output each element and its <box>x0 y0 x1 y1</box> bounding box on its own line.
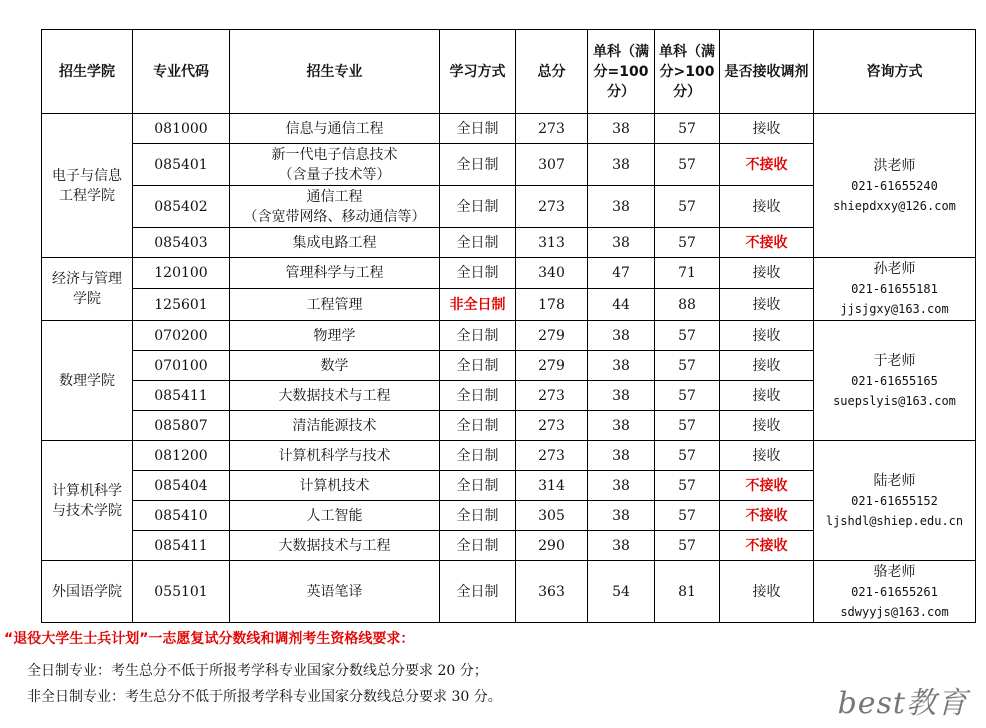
adjust-status-cell: 不接收 <box>720 471 814 501</box>
total-score-cell: 178 <box>516 289 588 321</box>
study-mode-cell: 全日制 <box>440 381 516 411</box>
adjust-status-cell: 接收 <box>720 258 814 289</box>
major-subtitle: （含量子技术等） <box>278 166 391 183</box>
single-100-cell: 38 <box>588 186 655 228</box>
total-score-cell: 340 <box>516 258 588 289</box>
header-major: 招生专业 <box>230 30 440 114</box>
major-name-cell <box>230 561 440 623</box>
header-contact: 咨询方式 <box>814 30 976 114</box>
major-name: 通信工程 <box>306 188 363 205</box>
total-score-cell: 273 <box>516 381 588 411</box>
single-gt100-cell: 57 <box>655 501 720 531</box>
major-name-cell <box>230 186 440 228</box>
study-mode-cell: 全日制 <box>440 351 516 381</box>
major-name: 计算机科学与技术 <box>278 447 391 464</box>
table-row <box>42 321 976 351</box>
single-100-cell: 38 <box>588 411 655 441</box>
single-gt100-cell: 57 <box>655 186 720 228</box>
major-name-cell <box>230 144 440 186</box>
total-score-cell: 273 <box>516 411 588 441</box>
single-gt100-cell: 81 <box>655 561 720 623</box>
single-100-cell: 54 <box>588 561 655 623</box>
major-code-cell: 085410 <box>133 501 230 531</box>
contact-teacher: 洪老师 <box>873 157 916 174</box>
table-body <box>42 114 976 623</box>
contact-cell <box>814 561 976 623</box>
contact-email: ljshdl@shiep.edu.cn <box>825 513 964 528</box>
total-score-cell: 279 <box>516 321 588 351</box>
adjust-status-cell: 接收 <box>720 289 814 321</box>
study-mode-cell: 全日制 <box>440 501 516 531</box>
adjust-status-cell: 不接收 <box>720 531 814 561</box>
major-code-cell: 081000 <box>133 114 230 144</box>
total-score-cell: 307 <box>516 144 588 186</box>
single-100-cell: 38 <box>588 114 655 144</box>
major-code-cell: 120100 <box>133 258 230 289</box>
table-row <box>42 441 976 471</box>
single-100-cell: 38 <box>588 381 655 411</box>
adjust-status-cell: 不接收 <box>720 144 814 186</box>
contact-cell <box>814 321 976 441</box>
single-gt100-cell: 57 <box>655 228 720 258</box>
major-name-cell <box>230 258 440 289</box>
adjust-status-cell: 接收 <box>720 411 814 441</box>
study-mode-cell: 全日制 <box>440 471 516 501</box>
contact-phone: 021-61655261 <box>851 584 938 599</box>
major-name: 数学 <box>320 357 349 374</box>
major-code-cell: 085402 <box>133 186 230 228</box>
header-single-100: 单科（满分=100分） <box>588 30 655 114</box>
total-score-cell: 363 <box>516 561 588 623</box>
table-row <box>42 114 976 144</box>
study-mode-cell: 全日制 <box>440 531 516 561</box>
major-name: 管理科学与工程 <box>285 265 384 281</box>
study-mode-cell: 全日制 <box>440 258 516 289</box>
header-mode: 学习方式 <box>440 30 516 114</box>
college-name-cell: 计算机科学与技术学院 <box>42 441 133 561</box>
single-gt100-cell: 57 <box>655 471 720 501</box>
single-gt100-cell: 57 <box>655 441 720 471</box>
single-100-cell: 47 <box>588 258 655 289</box>
study-mode-cell: 全日制 <box>440 441 516 471</box>
major-name: 大数据技术与工程 <box>278 537 391 554</box>
header-adjust: 是否接收调剂 <box>720 30 814 114</box>
adjust-status-cell: 接收 <box>720 351 814 381</box>
major-code-cell: 070100 <box>133 351 230 381</box>
adjust-status-cell: 不接收 <box>720 501 814 531</box>
total-score-cell: 314 <box>516 471 588 501</box>
major-name: 人工智能 <box>306 507 363 524</box>
contact-teacher: 骆老师 <box>873 563 916 580</box>
adjust-status-cell: 接收 <box>720 321 814 351</box>
study-mode-cell: 全日制 <box>440 561 516 623</box>
major-subtitle: （含宽带网络、移动通信等） <box>243 208 426 225</box>
major-name: 计算机技术 <box>299 477 370 494</box>
major-name-cell <box>230 531 440 561</box>
study-mode-cell: 全日制 <box>440 411 516 441</box>
major-name-cell <box>230 381 440 411</box>
admission-score-table <box>41 29 976 623</box>
contact-teacher: 陆老师 <box>873 472 916 489</box>
single-100-cell: 38 <box>588 321 655 351</box>
footnote-title: “退役大学生士兵计划”一志愿复试分数线和调剂考生资格线要求： <box>4 631 415 647</box>
contact-cell <box>814 114 976 258</box>
major-name-cell <box>230 501 440 531</box>
adjust-status-cell: 接收 <box>720 186 814 228</box>
college-name-cell: 电子与信息工程学院 <box>42 114 133 258</box>
total-score-cell: 273 <box>516 114 588 144</box>
single-gt100-cell: 57 <box>655 114 720 144</box>
study-mode-cell: 全日制 <box>440 114 516 144</box>
major-name: 大数据技术与工程 <box>278 387 391 404</box>
contact-phone: 021-61655240 <box>851 178 938 193</box>
contact-email: sdwyyjs@163.com <box>840 604 949 619</box>
major-code-cell: 125601 <box>133 289 230 321</box>
total-score-cell: 305 <box>516 501 588 531</box>
college-name-cell: 经济与管理学院 <box>42 258 133 321</box>
total-score-cell: 313 <box>516 228 588 258</box>
footnote-parttime: 非全日制专业：考生总分不低于所报考学科专业国家分数线总分要求 30 分。 <box>27 689 502 705</box>
college-name-cell: 数理学院 <box>42 321 133 441</box>
contact-email: shiepdxxy@126.com <box>833 198 956 213</box>
contact-cell <box>814 258 976 321</box>
single-gt100-cell: 57 <box>655 381 720 411</box>
single-100-cell: 44 <box>588 289 655 321</box>
single-100-cell: 38 <box>588 501 655 531</box>
major-name-cell <box>230 411 440 441</box>
adjust-status-cell: 接收 <box>720 381 814 411</box>
contact-phone: 021-61655152 <box>851 493 938 508</box>
contact-cell <box>814 441 976 561</box>
major-name: 新一代电子信息技术 <box>271 146 398 163</box>
contact-email: suepslyis@163.com <box>833 393 956 408</box>
major-code-cell: 085807 <box>133 411 230 441</box>
major-code-cell: 055101 <box>133 561 230 623</box>
total-score-cell: 279 <box>516 351 588 381</box>
major-code-cell: 085411 <box>133 531 230 561</box>
major-code-cell: 070200 <box>133 321 230 351</box>
single-100-cell: 38 <box>588 351 655 381</box>
header-college: 招生学院 <box>42 30 133 114</box>
major-name-cell <box>230 114 440 144</box>
single-gt100-cell: 57 <box>655 144 720 186</box>
adjust-status-cell: 接收 <box>720 561 814 623</box>
major-name-cell <box>230 321 440 351</box>
single-gt100-cell: 57 <box>655 411 720 441</box>
adjust-status-cell: 接收 <box>720 441 814 471</box>
college-name-cell: 外国语学院 <box>42 561 133 623</box>
major-name: 英语笔译 <box>306 583 363 600</box>
single-gt100-cell: 71 <box>655 258 720 289</box>
study-mode-cell: 全日制 <box>440 321 516 351</box>
study-mode-cell: 非全日制 <box>440 289 516 321</box>
major-name-cell <box>230 289 440 321</box>
study-mode-cell: 全日制 <box>440 228 516 258</box>
contact-teacher: 孙老师 <box>873 261 916 277</box>
single-gt100-cell: 57 <box>655 351 720 381</box>
major-code-cell: 081200 <box>133 441 230 471</box>
major-code-cell: 085411 <box>133 381 230 411</box>
single-gt100-cell: 57 <box>655 321 720 351</box>
total-score-cell: 290 <box>516 531 588 561</box>
major-name: 物理学 <box>313 327 356 344</box>
table-row <box>42 561 976 623</box>
table-row <box>42 258 976 289</box>
single-100-cell: 38 <box>588 531 655 561</box>
major-code-cell: 085404 <box>133 471 230 501</box>
single-100-cell: 38 <box>588 144 655 186</box>
header-single-gt100: 单科（满分>100分） <box>655 30 720 114</box>
study-mode-cell: 全日制 <box>440 144 516 186</box>
single-100-cell: 38 <box>588 228 655 258</box>
major-name-cell <box>230 351 440 381</box>
major-code-cell: 085401 <box>133 144 230 186</box>
footnote-fulltime: 全日制专业：考生总分不低于所报考学科专业国家分数线总分要求 20 分； <box>27 663 488 679</box>
study-mode-cell: 全日制 <box>440 186 516 228</box>
major-name: 集成电路工程 <box>292 234 377 251</box>
major-name-cell <box>230 441 440 471</box>
adjust-status-cell: 不接收 <box>720 228 814 258</box>
watermark-logo: best教育 <box>837 686 968 721</box>
single-100-cell: 38 <box>588 471 655 501</box>
contact-email: jjsjgxy@163.com <box>840 302 949 316</box>
contact-teacher: 于老师 <box>873 352 916 369</box>
major-name: 工程管理 <box>306 296 363 313</box>
single-gt100-cell: 57 <box>655 531 720 561</box>
single-gt100-cell: 88 <box>655 289 720 321</box>
major-name-cell <box>230 228 440 258</box>
adjust-status-cell: 接收 <box>720 114 814 144</box>
major-name: 信息与通信工程 <box>285 120 384 137</box>
header-total: 总分 <box>516 30 588 114</box>
header-code: 专业代码 <box>133 30 230 114</box>
total-score-cell: 273 <box>516 186 588 228</box>
single-100-cell: 38 <box>588 441 655 471</box>
major-name: 清洁能源技术 <box>292 417 377 434</box>
contact-phone: 021-61655165 <box>851 373 938 388</box>
major-code-cell: 085403 <box>133 228 230 258</box>
contact-phone: 021-61655181 <box>851 282 938 296</box>
table-header-row <box>42 30 976 114</box>
major-name-cell <box>230 471 440 501</box>
total-score-cell: 273 <box>516 441 588 471</box>
